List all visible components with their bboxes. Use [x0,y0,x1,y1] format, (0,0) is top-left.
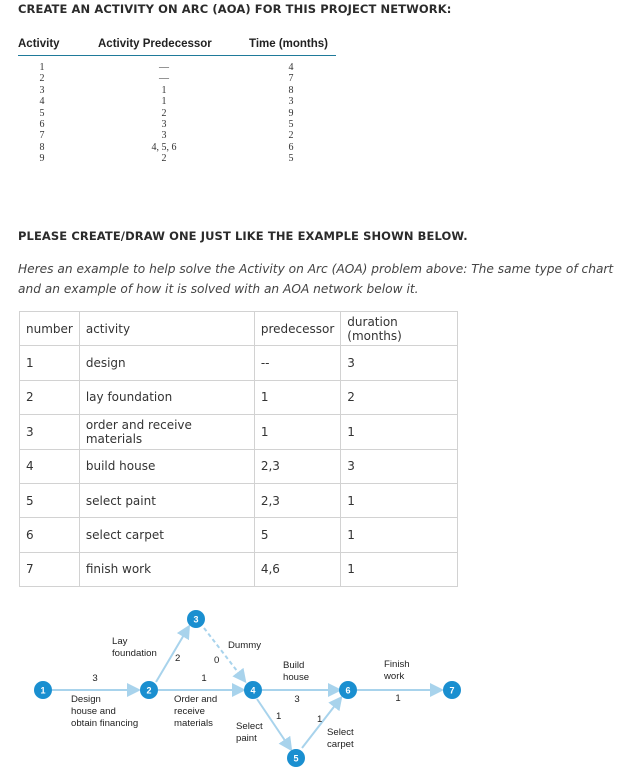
cell-activity: 6 [39,118,45,130]
paint-duration: 1 [276,711,282,722]
design-duration: 3 [92,673,98,684]
cell-activity: 2 [39,73,45,85]
dummy-duration: 0 [214,655,220,666]
cell-activity: select carpet [79,518,254,552]
node-7 [443,681,461,699]
header-activity: activity [79,312,254,346]
cell-activity: build house [79,449,254,483]
cell-predecessor: 3 [161,130,167,142]
cell-time: 9 [288,107,294,119]
node-5-label: 5 [293,753,299,764]
lay-label-2: foundation [112,648,157,659]
cell-number: 1 [20,346,80,380]
cell-number: 6 [20,518,80,552]
header-predecessor: predecessor [254,312,340,346]
cell-activity: 3 [39,84,45,96]
example-heading: PLEASE CREATE/DRAW ONE JUST LIKE THE EXAMPLE SHOWN BELOW. [18,229,468,243]
cell-predecessor: 1 [254,415,340,449]
example-description: Heres an example to help solve the Activity on Arc (AOA) problem above: The same type of chart and an example of how it is solved with an AOA network below it. [18,262,614,296]
table-row [20,415,458,449]
cell-time: 4 [288,62,294,73]
cell-predecessor: 1 [161,96,167,108]
cell-predecessor: 5 [254,518,340,552]
table-row [18,73,336,84]
design-label-3: obtain financing [71,718,139,729]
aoa-network-diagram [0,595,618,775]
cell-activity: 5 [39,107,45,119]
carpet-label-1: Select [327,727,354,738]
cell-activity: select paint [79,483,254,517]
cell-time: 5 [288,153,294,165]
table-row [20,449,458,483]
design-label-1: Design [71,694,101,705]
cell-predecessor: 4, 5, 6 [151,141,177,153]
cell-activity: 9 [39,153,45,165]
table-row [18,119,336,130]
cell-activity: finish work [79,552,254,586]
cell-activity: 1 [39,62,45,73]
build-label-1: Build [283,660,305,671]
cell-predecessor: 1 [254,380,340,414]
dummy-label: Dummy [228,640,262,651]
cell-activity: 7 [39,130,45,142]
cell-duration: 1 [341,483,458,517]
lay-duration: 2 [175,653,181,664]
header-time: Time (months) [249,38,329,50]
cell-time: 2 [288,130,294,142]
table-row [18,153,336,164]
arrow-dummy [204,628,244,680]
design-label-2: house and [71,706,116,717]
cell-predecessor: 2 [161,153,167,165]
table-row [18,96,336,107]
node-4 [244,681,262,699]
cell-activity: lay foundation [79,380,254,414]
cell-duration: 2 [341,380,458,414]
cell-duration: 1 [341,415,458,449]
cell-predecessor: 2 [161,107,167,119]
cell-predecessor: 2,3 [254,483,340,517]
header-rule [18,55,336,56]
header-activity: Activity [18,38,60,50]
example-table-header [20,312,458,346]
cell-duration: 3 [341,346,458,380]
node-1-label: 1 [40,685,46,696]
table-row [18,142,336,153]
cell-predecessor: 4,6 [254,552,340,586]
cell-time: 7 [288,73,294,85]
paint-label-2: paint [236,733,257,744]
finish-label-1: Finish [384,659,410,670]
cell-duration: 1 [341,518,458,552]
node-3 [187,610,205,628]
cell-number: 5 [20,483,80,517]
table-row [20,380,458,414]
header-predecessor: Activity Predecessor [98,38,212,50]
cell-predecessor: 2,3 [254,449,340,483]
node-1 [34,681,52,699]
cell-predecessor: 3 [161,118,167,130]
cell-predecessor: 1 [161,84,167,96]
example-table [19,311,458,587]
cell-number: 2 [20,380,80,414]
lay-label-1: Lay [112,636,128,647]
cell-time: 8 [288,84,294,96]
cell-number: 7 [20,552,80,586]
arrow-lay-foundation [156,628,188,682]
node-5 [287,749,305,767]
carpet-label-2: carpet [327,739,354,750]
cell-duration: 3 [341,449,458,483]
table-row [18,85,336,96]
cell-number: 4 [20,449,80,483]
order-duration: 1 [201,673,207,684]
paint-label-1: Select [236,721,263,732]
cell-activity: 4 [39,96,45,108]
cell-duration: 1 [341,552,458,586]
order-label-2: receive [174,706,205,717]
cell-time: 3 [288,96,294,108]
node-2-label: 2 [146,685,152,696]
table-row [20,518,458,552]
cell-activity: design [79,346,254,380]
node-6 [339,681,357,699]
table-row [18,108,336,119]
node-2 [140,681,158,699]
table-row [18,130,336,141]
cell-activity: 8 [39,141,45,153]
table-row [20,483,458,517]
node-4-label: 4 [250,685,256,696]
order-label-1: Order and [174,694,218,705]
build-duration: 3 [294,694,300,705]
cell-activity: order and receive materials [79,415,254,449]
cell-predecessor: -- [254,346,340,380]
node-6-label: 6 [345,685,351,696]
build-label-2: house [283,672,310,683]
header-duration: duration (months) [341,312,458,346]
activity-table [18,38,336,165]
cell-time: 5 [288,118,294,130]
page-heading: CREATE AN ACTIVITY ON ARC (AOA) FOR THIS PROJECT NETWORK: [18,2,452,16]
carpet-duration: 1 [317,714,323,725]
cell-time: 6 [288,141,294,153]
finish-label-2: work [384,671,405,682]
table-row [20,346,458,380]
finish-duration: 1 [395,693,401,704]
node-7-label: 7 [449,685,455,696]
node-3-label: 3 [193,614,199,625]
table-row [20,552,458,586]
cell-number: 3 [20,415,80,449]
cell-predecessor: — [159,62,169,73]
header-number: number [20,312,80,346]
table-row [18,62,336,73]
cell-predecessor: — [159,73,169,85]
order-label-3: materials [174,718,213,729]
activity-table-header [18,38,336,54]
